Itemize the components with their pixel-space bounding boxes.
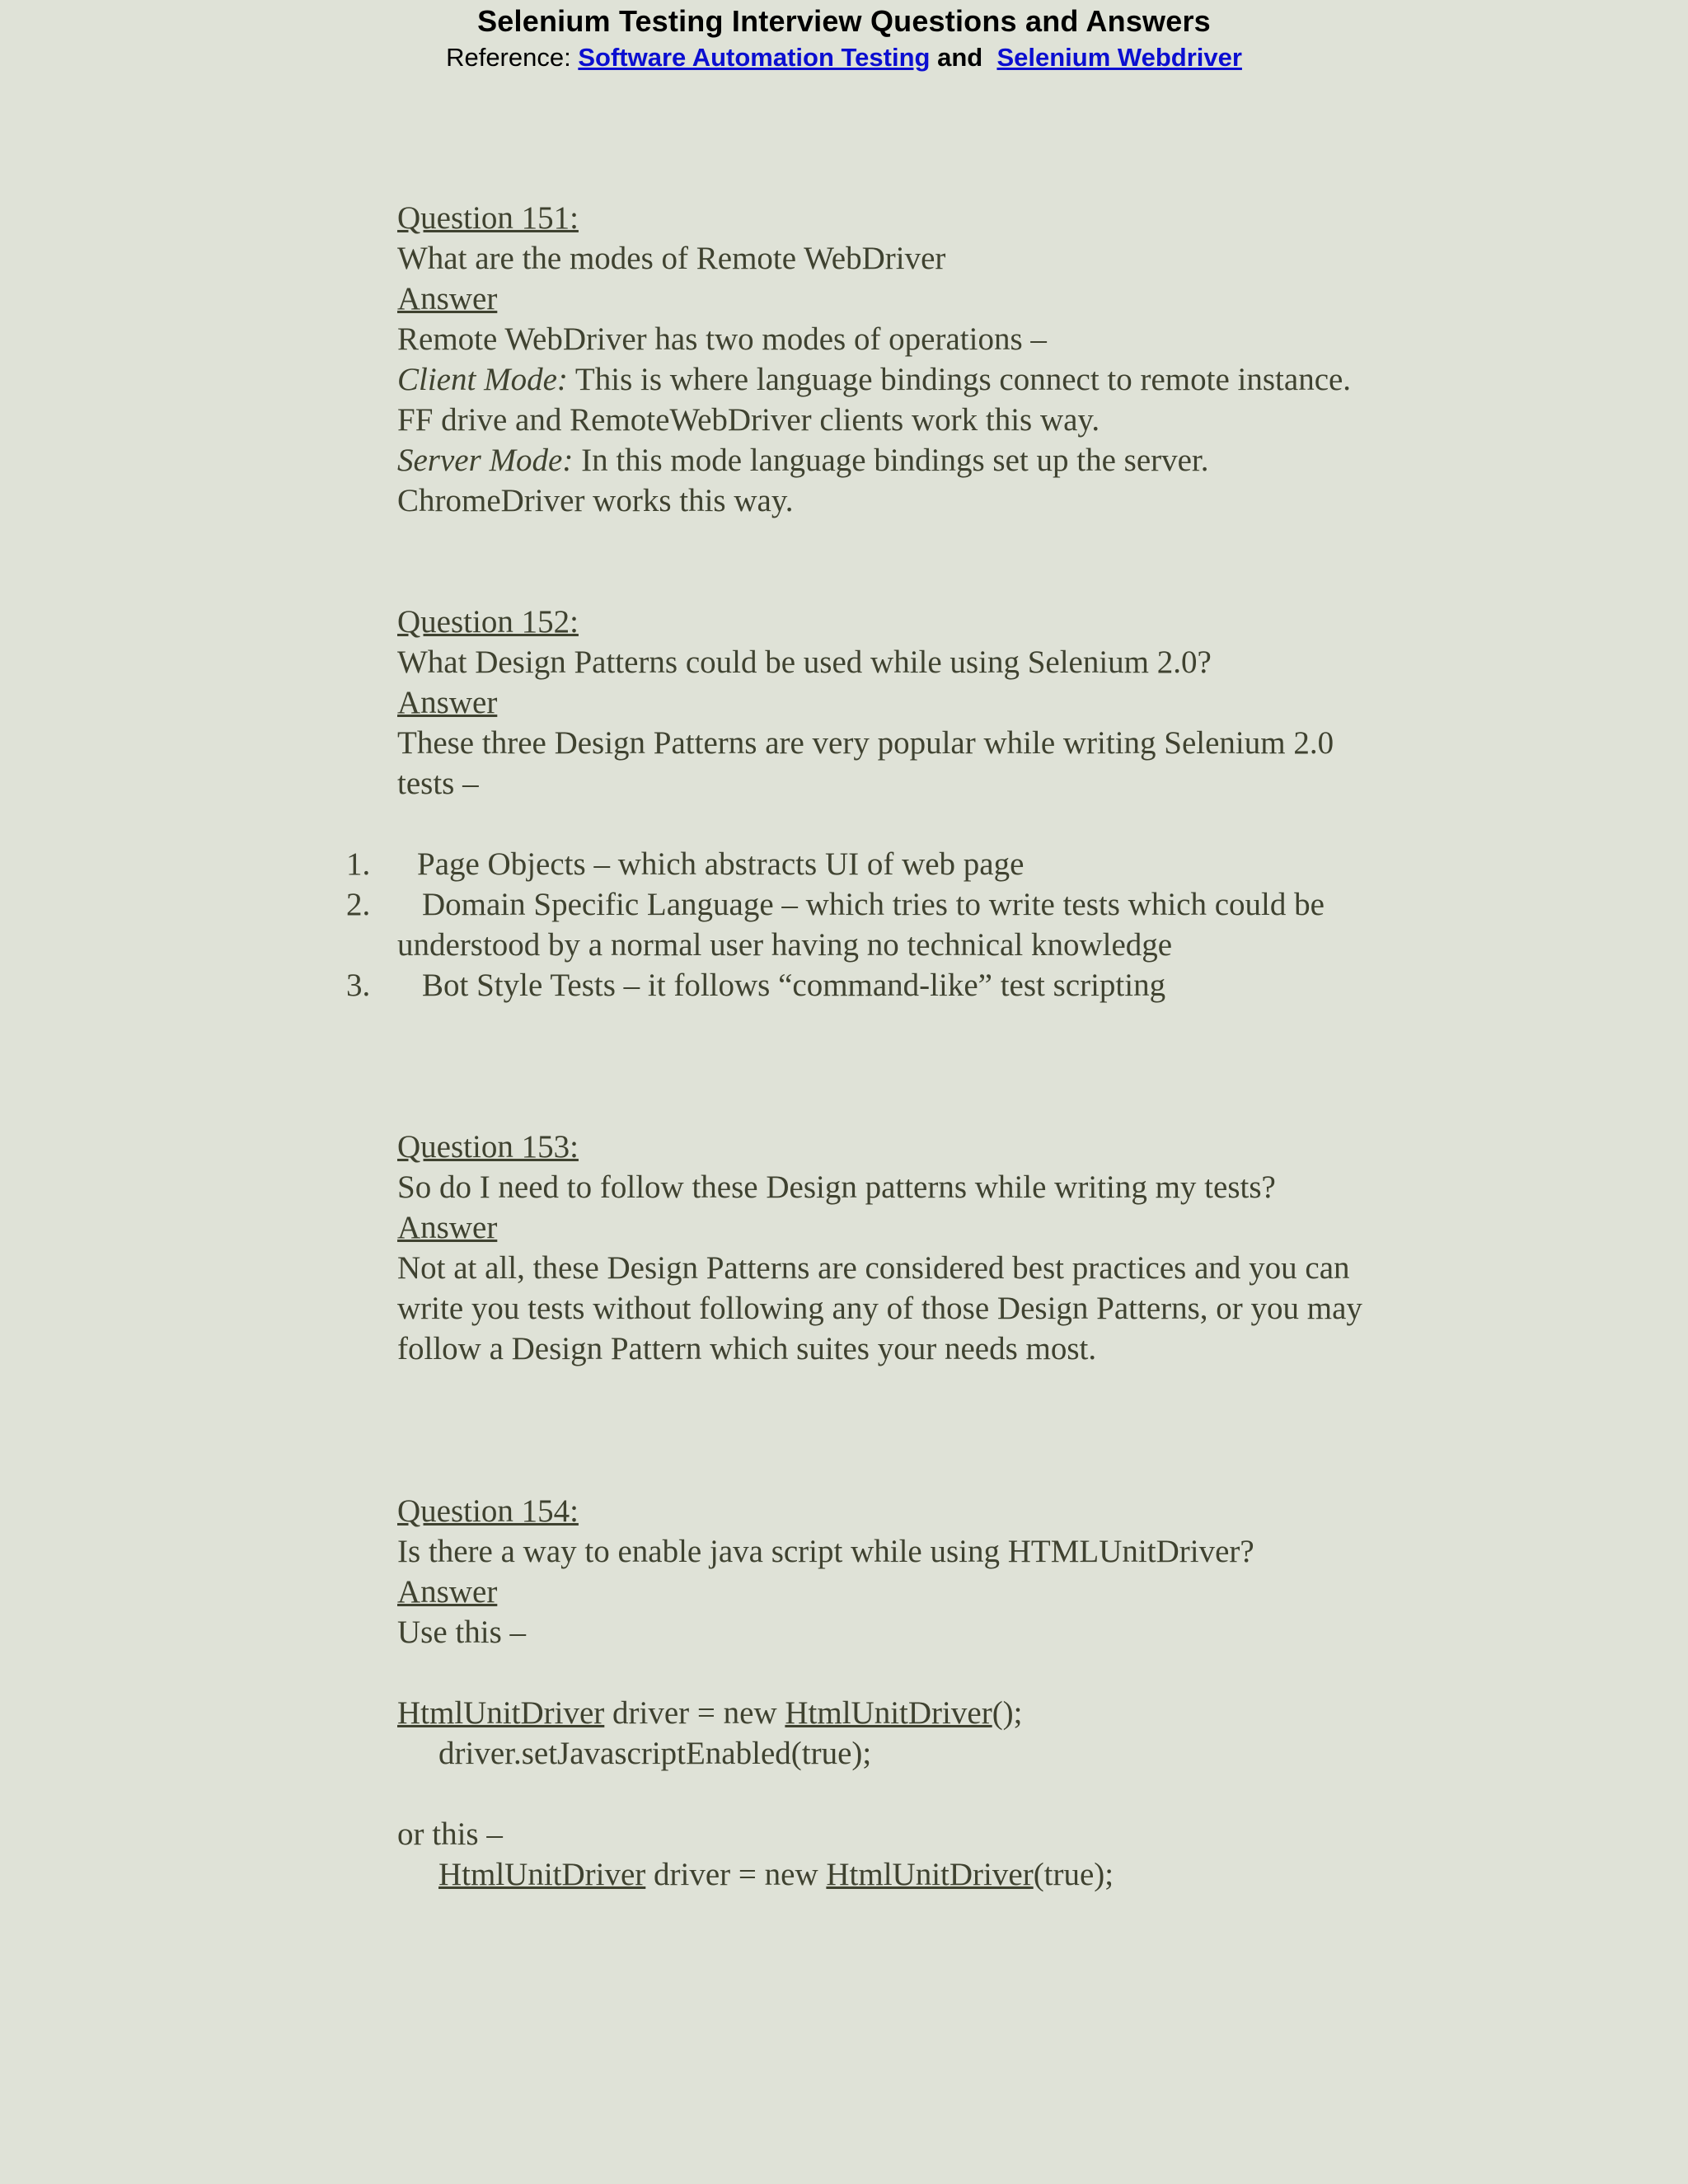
list-item-text: Domain Specific Language – which tries to write tests which could be: [422, 887, 1325, 922]
answer-153-line-1: Not at all, these Design Patterns are considered best practices and you can: [397, 1250, 1350, 1286]
question-154-text: Is there a way to enable java script while using HTMLUnitDriver?: [397, 1534, 1254, 1569]
question-154-label: Question 154:: [397, 1493, 579, 1529]
list-number: 2.: [346, 887, 371, 922]
list-item: [346, 884, 1535, 925]
list-item-text: Page Objects – which abstracts UI of web page: [417, 846, 1025, 882]
code-line-2: driver.setJavascriptEnabled(true);: [438, 1736, 872, 1771]
server-mode-text: In this mode language bindings set up the server.: [573, 443, 1209, 478]
reference-and: and: [937, 43, 983, 72]
server-mode-line: [397, 440, 1535, 480]
list-item-text-continued: understood by a normal user having no technical knowledge: [397, 927, 1173, 963]
answer-152-intro-2: tests –: [397, 766, 479, 801]
code-text: (true);: [1033, 1857, 1114, 1892]
question-153-label: Question 153:: [397, 1129, 579, 1165]
client-mode-text: This is where language bindings connect to remote instance.: [567, 362, 1352, 397]
answer-152-intro-1: These three Design Patterns are very popular while writing Selenium 2.0: [397, 725, 1334, 761]
selenium-webdriver-link[interactable]: Selenium Webdriver: [996, 43, 1242, 72]
list-item-text: Bot Style Tests – it follows “command-like” test scripting: [422, 968, 1166, 1003]
question-152-label: Question 152:: [397, 604, 579, 640]
code-class-name: HtmlUnitDriver: [397, 1695, 605, 1731]
code-text: driver = new: [604, 1695, 785, 1731]
answer-152-label: Answer: [397, 685, 498, 720]
code-text: driver = new: [645, 1857, 827, 1892]
code-text: ();: [992, 1695, 1023, 1731]
list-number: 1.: [346, 846, 371, 882]
code-line-3: [397, 1854, 1535, 1895]
reference-label: Reference:: [446, 43, 571, 72]
answer-153-line-2: write you tests without following any of those Design Patterns, or you may: [397, 1291, 1362, 1326]
answer-153-label: Answer: [397, 1210, 498, 1245]
question-153-block: [397, 1127, 1535, 1369]
question-151-block: [397, 198, 1535, 521]
answer-151-label: Answer: [397, 281, 498, 316]
list-item: [346, 844, 1535, 884]
answer-153-line-3: follow a Design Pattern which suites your needs most.: [397, 1331, 1097, 1366]
use-this-text: Use this –: [397, 1615, 526, 1650]
or-this-text: or this –: [397, 1816, 503, 1852]
code-class-name: HtmlUnitDriver: [438, 1857, 646, 1892]
server-mode-label: Server Mode:: [397, 443, 574, 478]
question-152-text: What Design Patterns could be used while using Selenium 2.0?: [397, 644, 1212, 680]
answer-154-label: Answer: [397, 1574, 498, 1610]
reference-line: [0, 41, 1688, 74]
code-constructor-name: HtmlUnitDriver: [826, 1857, 1034, 1892]
software-automation-testing-link[interactable]: Software Automation Testing: [578, 43, 931, 72]
server-mode-text-2: ChromeDriver works this way.: [397, 483, 794, 518]
question-154-block: [397, 1491, 1535, 1895]
list-number: 3.: [346, 968, 371, 1003]
design-patterns-list: [346, 844, 1535, 1005]
code-line-1: [397, 1693, 1535, 1733]
question-152-block: [346, 602, 1535, 1005]
answer-151-intro: Remote WebDriver has two modes of operations –: [397, 321, 1047, 357]
document-title: Selenium Testing Interview Questions and Answers: [477, 4, 1211, 38]
client-mode-text-2: FF drive and RemoteWebDriver clients work this way.: [397, 402, 1100, 438]
question-151-label: Question 151:: [397, 200, 579, 236]
client-mode-label: Client Mode:: [397, 362, 568, 397]
question-151-text: What are the modes of Remote WebDriver: [397, 241, 946, 276]
list-item: [346, 965, 1535, 1005]
client-mode-line: [397, 359, 1535, 400]
code-constructor-name: HtmlUnitDriver: [785, 1695, 992, 1731]
question-153-text: So do I need to follow these Design patterns while writing my tests?: [397, 1169, 1276, 1205]
